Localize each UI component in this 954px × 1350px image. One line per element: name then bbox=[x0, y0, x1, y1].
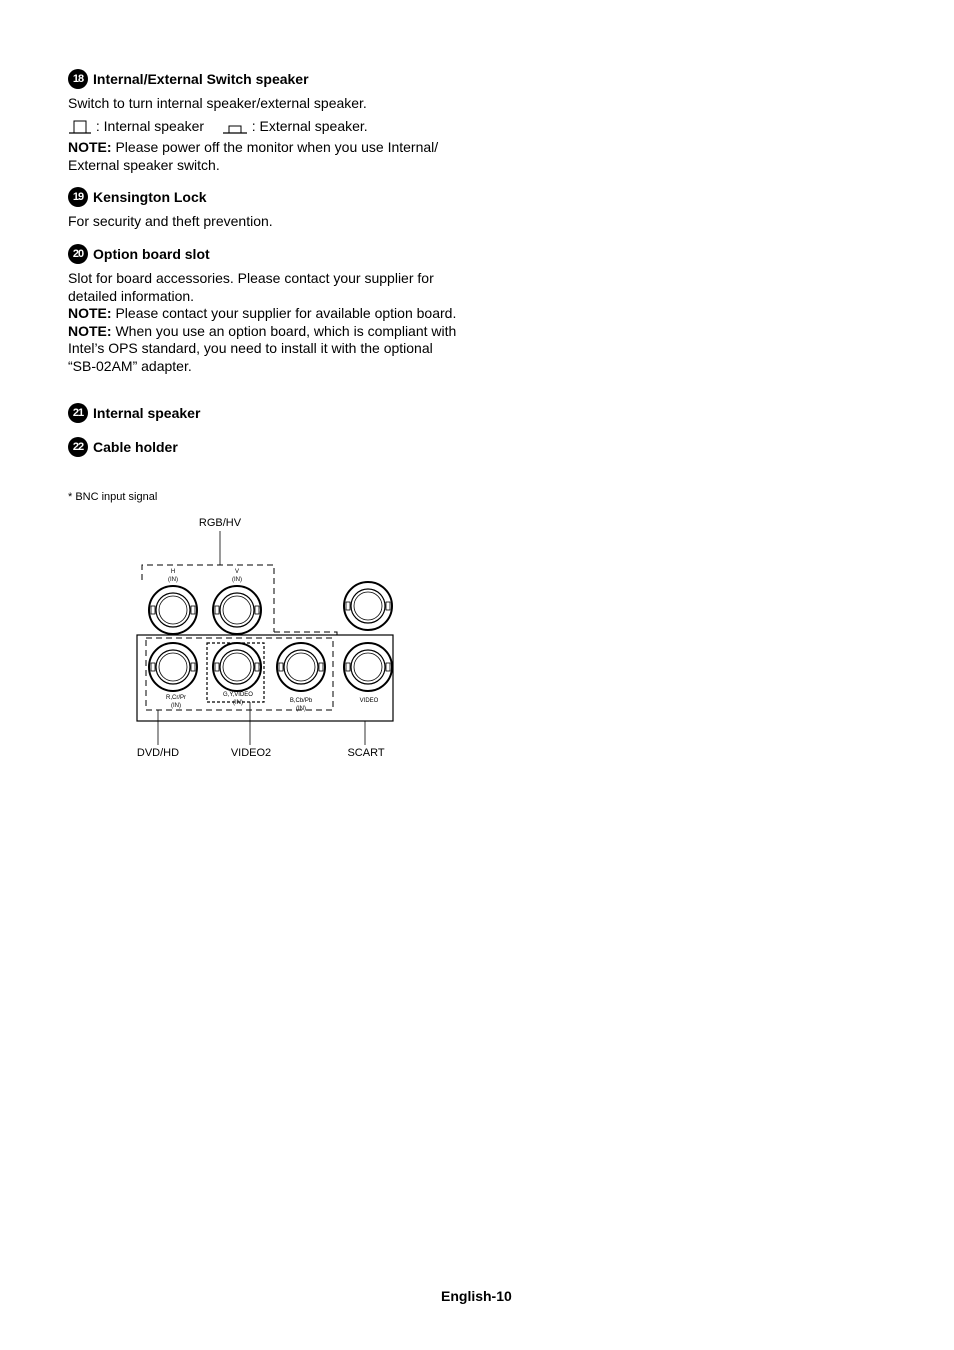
note bbox=[68, 305, 458, 323]
bnc-connector-h bbox=[149, 586, 197, 634]
section-heading bbox=[68, 187, 458, 207]
section-heading bbox=[68, 437, 458, 457]
scart-label: SCART bbox=[347, 747, 385, 759]
section-description: For security and theft prevention. bbox=[68, 213, 273, 229]
note-label: NOTE: bbox=[68, 139, 112, 155]
h-in-label: (IN) bbox=[168, 577, 178, 583]
section-title: Cable holder bbox=[93, 439, 178, 455]
section-heading bbox=[68, 69, 458, 89]
external-switch-icon bbox=[222, 120, 248, 134]
note-text: Please contact your supplier for available option board. bbox=[115, 305, 457, 321]
connector-panel bbox=[137, 635, 393, 721]
section-internal-external-switch bbox=[68, 69, 458, 174]
v-in-label: (IN) bbox=[232, 577, 242, 583]
internal-speaker-label: : Internal speaker bbox=[95, 117, 205, 134]
number-badge: 20 bbox=[68, 244, 88, 264]
note-label: NOTE: bbox=[68, 305, 112, 321]
external-speaker-label: : External speaker. bbox=[251, 117, 368, 134]
section-kensington-lock bbox=[68, 187, 458, 231]
dvd-hd-label: DVD/HD bbox=[136, 747, 180, 759]
note-label: NOTE: bbox=[68, 322, 112, 339]
video-label: VIDEO bbox=[359, 698, 379, 704]
v-label: V bbox=[234, 569, 240, 575]
bnc-connector-video bbox=[344, 643, 392, 691]
bnc-connector-r-cr-pr bbox=[149, 643, 197, 691]
dvd-hd-outline bbox=[146, 638, 333, 710]
section-title: Kensington Lock bbox=[93, 189, 207, 205]
note-text: When you use an option board, which is compliant with Intel’s OPS standard, you need to install it with the optional “SB-02AM” adapter. bbox=[68, 322, 457, 374]
section-internal-speaker bbox=[68, 403, 458, 423]
number-badge: 18 bbox=[68, 69, 88, 89]
internal-switch-icon bbox=[68, 120, 92, 134]
section-heading bbox=[68, 244, 458, 264]
bnc-connector-v bbox=[213, 586, 261, 634]
footnote: * BNC input signal bbox=[68, 491, 158, 503]
number-badge: 21 bbox=[68, 403, 88, 423]
note bbox=[68, 139, 458, 174]
h-label: H bbox=[170, 569, 176, 575]
r-cr-pr-label: R,Cr/Pr bbox=[166, 695, 186, 701]
r-in-label: (IN) bbox=[171, 703, 181, 709]
section-title: Internal/External Switch speaker bbox=[93, 71, 309, 87]
note bbox=[68, 323, 458, 376]
section-title: Option board slot bbox=[93, 246, 210, 262]
section-title: Internal speaker bbox=[93, 405, 201, 421]
switch-legend bbox=[68, 118, 458, 136]
rgbhv-label: RGB/HV bbox=[198, 517, 242, 529]
section-description: Slot for board accessories. Please contact your supplier for detailed information. bbox=[68, 270, 434, 304]
section-cable-holder bbox=[68, 437, 458, 457]
g-y-video-label: G,Y,VIDEO bbox=[223, 692, 253, 698]
video2-outline bbox=[207, 643, 264, 702]
page-footer: English-10 bbox=[441, 1288, 512, 1304]
note-text: Please power off the monitor when you use Internal/ External speaker switch. bbox=[68, 139, 439, 173]
bnc-connector-b-cb-pb bbox=[277, 643, 325, 691]
video2-label: VIDEO2 bbox=[230, 747, 272, 759]
number-badge: 22 bbox=[68, 437, 88, 457]
b-cb-pb-label: B,Cb/Pb bbox=[289, 698, 313, 704]
rgbhv-group bbox=[142, 517, 274, 632]
g-in-label: (IN) bbox=[233, 700, 243, 706]
b-in-label: (IN) bbox=[296, 706, 306, 712]
section-heading bbox=[68, 403, 458, 423]
section-description: Switch to turn internal speaker/external speaker. bbox=[68, 95, 367, 111]
number-badge: 19 bbox=[68, 187, 88, 207]
bnc-connector-g-y-video bbox=[213, 643, 261, 691]
bnc-connector-top-right bbox=[344, 582, 392, 630]
section-option-board-slot bbox=[68, 244, 458, 375]
